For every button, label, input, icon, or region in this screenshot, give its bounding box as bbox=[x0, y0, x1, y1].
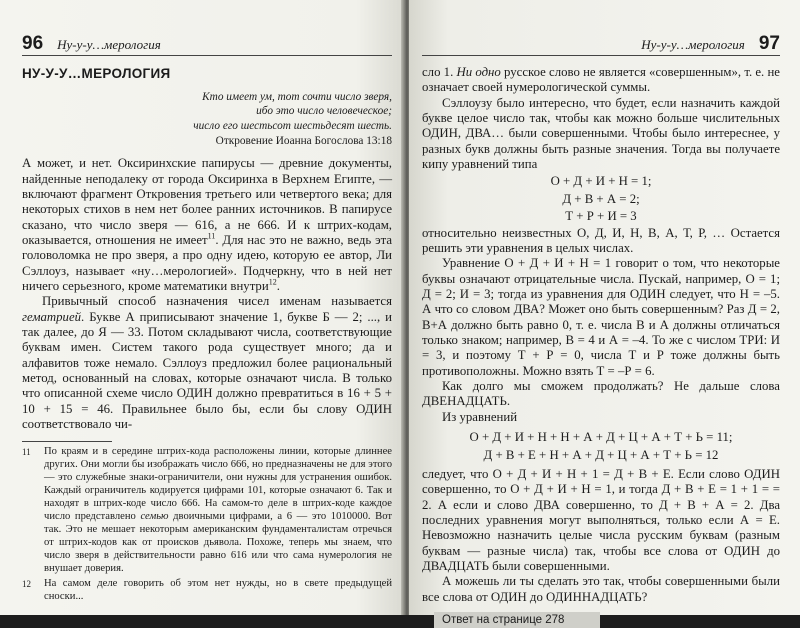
paragraph: Из уравнений bbox=[442, 409, 518, 424]
right-running-head-title: Ну-у-у…мерология bbox=[641, 37, 745, 52]
paragraph: Уравнение О + Д + И + Н = 1 говорит о том, что некоторые буквы означают отрицательные числа. Пускай, например, О = 1; Д = 2; И = 3; тогда из уравнения для ОДИН следует, что Н = –5. А что со словом ДВА? Может оно быть совершенным? Раз Д = 2, В+А должно быть равно 0, т. е. числа В и А должны отличаться только знаком; например, В = 4 и А = –4. То же с числом ТРИ: И = 3, и поэтому Т + Р = 0, числа Т и Р тоже должны быть противоположны. Можно взять Т = –Р = 6. bbox=[422, 256, 780, 378]
epigraph-line: число его шестьсот шестьдесят шесть. bbox=[193, 119, 392, 132]
footnote-number: 12 bbox=[22, 579, 31, 590]
paragraph bbox=[22, 294, 392, 432]
text-run: Привычный способ назначения чисел именам называется bbox=[42, 294, 392, 309]
emphasis: гематрией bbox=[22, 309, 82, 324]
epigraph-line: ибо это число человеческое; bbox=[256, 105, 392, 118]
footnote-text: По краям и в середине штрих-кода расположены линии, которые длиннее других. Они могли бы изображать число 666, но предназначены не для этого — это служебные знаки-ограничители, они нужны для устранения ошибок. Каждый ограничитель кодируется цифрами 101, которые означают 6. Так и находят в штрих-коде число 666. На самом-то деле в штрих-коде каждое число представлено семью двоичными цифрами, а 6 — это 1010000. Вот так. Это не мешает некоторым американским фундаменталистам отречься от штрих-кодов как от происков дьявола. Похоже, теперь мы знаем, что число зверя в действительности равно 616 или что сама нумерология не внушает доверия. bbox=[44, 446, 392, 574]
left-running-head-title: Ну-у-у…мерология bbox=[57, 37, 161, 52]
paragraph: А можешь ли ты сделать это так, чтобы совершенными были все слова от ОДИН до ОДИННАДЦАТЬ? bbox=[422, 574, 780, 604]
equation: О + Д + И + Н + Н + А + Д + Ц + А + Т + Ь = 11; bbox=[469, 430, 733, 445]
paragraph: Сэллоузу было интересно, что будет, если назначить каждой букве целое число так, чтобы как можно больше числительных ОДИН, ДВА… были совершенными. Чтобы было интереснее, у разных букв должны быть разные значения. Тогда вы получаете кипу уравнений типа bbox=[422, 95, 780, 172]
equation: Д + В + Е + Н + А + Д + Ц + А + Т + Ь = 12 bbox=[483, 447, 719, 462]
footnote bbox=[22, 578, 392, 604]
equation: О + Д + И + Н = 1; bbox=[550, 174, 652, 189]
paragraph bbox=[22, 156, 392, 294]
footnote-number: 11 bbox=[22, 447, 31, 458]
epigraph-line: Кто имеет ум, тот сочти число зверя, bbox=[202, 91, 392, 103]
paragraph: относительно неизвестных О, Д, И, Н, В, А, Т, Р, … Остается решить эти уравнения в целых числах. bbox=[422, 225, 780, 255]
footnote-rule bbox=[22, 441, 112, 442]
paragraph: Как долго мы сможем продолжать? Не дальше слова ДВЕНАДЦАТЬ. bbox=[422, 379, 780, 409]
epigraph-source: Откровение Иоанна Богослова 13:18 bbox=[215, 135, 392, 148]
left-page-number: 96 bbox=[22, 33, 44, 54]
epigraph bbox=[22, 90, 392, 133]
right-body bbox=[422, 65, 780, 605]
right-page bbox=[409, 0, 800, 626]
answer-reference-box: Ответ на странице 278 bbox=[434, 612, 600, 628]
paragraph: следует, что О + Д + И + Н + 1 = Д + В + Е. Если слово ОДИН совершенно, то О + Д + И + Н = 1, и тогда Д + В + Е = 1 + 1 = = 2. А если и слово ДВА совершенно, то Д + В + А = 2. Два последних уравнения могут выполняться, только если А = Е. Невозможно назначить целые числа русским буквам (разным буквам — разные числа) так, чтобы все слова от ОДИН до ДВАДЦАТЬ были совершенными. bbox=[422, 466, 780, 573]
emphasis: Ни одно bbox=[456, 65, 501, 79]
text-run: . bbox=[276, 278, 280, 293]
equation: Т + Р + И = 3 bbox=[565, 209, 637, 224]
footnote-ref: 11 bbox=[207, 231, 216, 241]
right-running-header bbox=[422, 31, 780, 56]
footnote bbox=[22, 446, 392, 575]
equation: Д + В + А = 2; bbox=[562, 191, 640, 206]
right-page-number: 97 bbox=[758, 33, 780, 54]
footnote-text: На самом деле говорить об этом нет нужды, но в свете предыдущей сноски... bbox=[44, 578, 392, 603]
text-run: . Для нас это не важно, ведь эта головоломка не про зверя, а про одну идею, которую ее автор, Ли Сэллоуз, называет «ну…мерологией». Подчеркну, что в ней нет ничего серьезного, кроме математики внутри bbox=[22, 232, 393, 293]
paragraph: сло 1. Ни одно русское слово не является «совершенным», т. е. не означает своей нумерологической суммы. bbox=[422, 65, 780, 95]
left-page bbox=[0, 0, 405, 615]
left-body bbox=[22, 156, 392, 432]
section-title: НУ-У-У…МЕРОЛОГИЯ bbox=[22, 66, 171, 81]
text-run: А может, и нет. Оксиринхские папирусы — древние документы, найденные неподалеку от города Оксиринха в Верхнем Египте, — включают фрагмент Откровения третьего или четвертого века; для некоторых стихов в нем нет более ранних источников. В папирусе сказано, что число зверя — 616, а не 666. И к штрих-кодам, оказывается, отношения не имеет bbox=[22, 156, 392, 247]
footnote-ref: 12 bbox=[268, 277, 277, 287]
left-running-header bbox=[22, 31, 392, 56]
text-run: . Букве А приписывают значение 1, букве Б — 2; ..., и так далее, до Я — 33. Потом складывают числа, соответствующие буквам имен. Систем такого рода существует много; да и алфавитов тоже немало. Сэллоуз предложил более рациональный метод, основанный на словах, которые означают числа. В только что описанной схеме число ОДИН должно превратиться в 16 + 5 + 10 + 15 = 46. Правильнее было бы, если бы слову ОДИН соответствовало чи- bbox=[22, 309, 392, 432]
